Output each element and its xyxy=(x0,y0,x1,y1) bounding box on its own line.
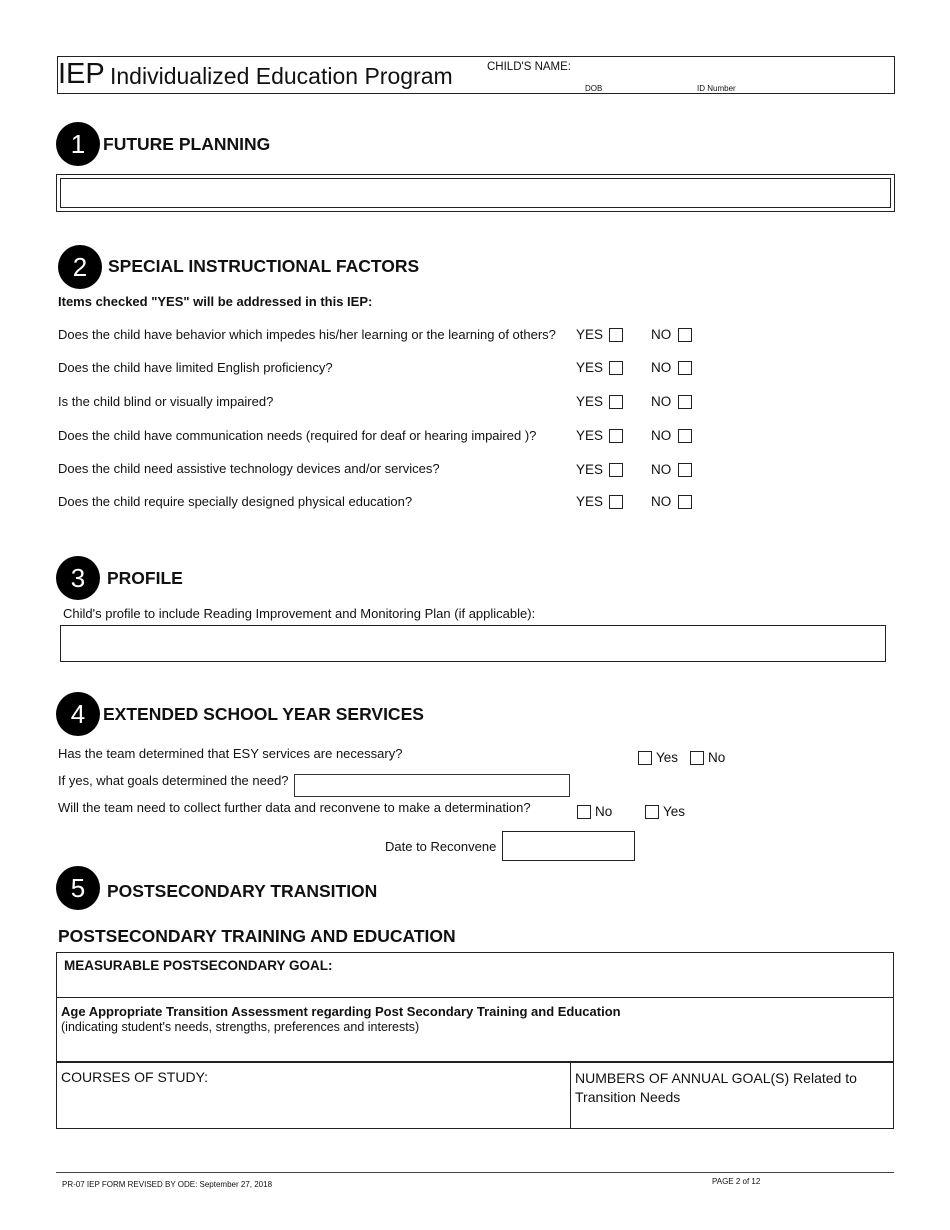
factor-question: Does the child have communication needs (required for deaf or hearing impaired )? xyxy=(58,428,537,443)
factor-yes-option[interactable]: YES xyxy=(576,462,623,477)
esy-yes-option[interactable]: Yes xyxy=(638,750,678,765)
factor-question: Does the child require specially designed physical education? xyxy=(58,494,413,509)
section-3-number: 3 xyxy=(56,556,100,600)
section-2-number: 2 xyxy=(58,245,102,289)
section-5-title: POSTSECONDARY TRANSITION xyxy=(107,881,378,901)
profile-field[interactable] xyxy=(60,625,886,662)
factor-question: Does the child need assistive technology devices and/or services? xyxy=(58,461,440,476)
footer-form-id: PR-07 IEP FORM REVISED BY ODE: September 27, 2018 xyxy=(62,1180,273,1189)
footer-rule xyxy=(56,1172,894,1173)
factor-question: Is the child blind or visually impaired? xyxy=(58,394,274,409)
no-checkbox[interactable] xyxy=(678,463,692,477)
section-1-title: FUTURE PLANNING xyxy=(103,134,271,154)
yes-checkbox[interactable] xyxy=(645,805,659,819)
section-1-number: 1 xyxy=(56,122,100,166)
assessment-note: (indicating student's needs, strengths, preferences and interests) xyxy=(61,1020,420,1034)
esy-goals-input[interactable] xyxy=(294,774,570,797)
factor-question: Does the child have limited English proficiency? xyxy=(58,360,333,375)
no-checkbox[interactable] xyxy=(678,328,692,342)
factor-no-option[interactable]: NO xyxy=(651,494,692,509)
factor-no-option[interactable]: NO xyxy=(651,327,692,342)
yes-checkbox[interactable] xyxy=(609,361,623,375)
courses-of-study-label: COURSES OF STUDY: xyxy=(61,1069,209,1085)
reconvene-no-option[interactable]: No xyxy=(577,804,612,819)
factor-no-option[interactable]: NO xyxy=(651,428,692,443)
factor-yes-option[interactable]: YES xyxy=(576,494,623,509)
date-to-reconvene-label: Date to Reconvene xyxy=(385,839,497,854)
assessment-label: Age Appropriate Transition Assessment regarding Post Secondary Training and Education xyxy=(61,1004,621,1019)
child-name-label: CHILD'S NAME: xyxy=(487,61,571,73)
yes-checkbox[interactable] xyxy=(609,495,623,509)
footer-page-number: PAGE 2 of 12 xyxy=(712,1177,761,1186)
section-4-number: 4 xyxy=(56,692,100,736)
no-checkbox[interactable] xyxy=(678,361,692,375)
reconvene-yes-option[interactable]: Yes xyxy=(645,804,685,819)
section-5-number: 5 xyxy=(56,866,100,910)
special-factors-intro: Items checked "YES" will be addressed in this IEP: xyxy=(58,294,373,309)
factor-yes-option[interactable]: YES xyxy=(576,327,623,342)
dob-label: DOB xyxy=(585,84,603,93)
table-column-divider xyxy=(570,1062,571,1128)
factor-yes-option[interactable]: YES xyxy=(576,394,623,409)
measurable-goal-label: MEASURABLE POSTSECONDARY GOAL: xyxy=(64,958,333,973)
section-3-title: PROFILE xyxy=(107,568,183,588)
form-title: Individualized Education Program xyxy=(110,63,453,89)
form-acronym: IEP xyxy=(58,58,105,90)
esy-necessary-question: Has the team determined that ESY services are necessary? xyxy=(58,746,403,761)
yes-checkbox[interactable] xyxy=(638,751,652,765)
section-2-title: SPECIAL INSTRUCTIONAL FACTORS xyxy=(108,256,420,276)
postsecondary-subheading: POSTSECONDARY TRAINING AND EDUCATION xyxy=(58,926,456,946)
table-divider xyxy=(57,1061,893,1063)
no-checkbox[interactable] xyxy=(678,429,692,443)
annual-goals-label: NUMBERS OF ANNUAL GOAL(S) Related to Transition Needs xyxy=(575,1070,857,1105)
yes-checkbox[interactable] xyxy=(609,429,623,443)
future-planning-field[interactable] xyxy=(56,174,895,212)
no-checkbox[interactable] xyxy=(678,495,692,509)
esy-reconvene-question: Will the team need to collect further data and reconvene to make a determination? xyxy=(58,800,531,815)
no-checkbox[interactable] xyxy=(577,805,591,819)
no-checkbox[interactable] xyxy=(690,751,704,765)
section-4-title: EXTENDED SCHOOL YEAR SERVICES xyxy=(103,704,424,724)
postsecondary-table xyxy=(56,952,894,1129)
yes-checkbox[interactable] xyxy=(609,328,623,342)
factor-yes-option[interactable]: YES xyxy=(576,428,623,443)
id-number-label: ID Number xyxy=(697,84,736,93)
table-divider xyxy=(57,997,893,998)
date-to-reconvene-input[interactable] xyxy=(502,831,635,861)
yes-checkbox[interactable] xyxy=(609,395,623,409)
no-checkbox[interactable] xyxy=(678,395,692,409)
factor-no-option[interactable]: NO xyxy=(651,394,692,409)
factor-no-option[interactable]: NO xyxy=(651,360,692,375)
factor-question: Does the child have behavior which impedes his/her learning or the learning of others? xyxy=(58,327,556,342)
profile-prompt: Child's profile to include Reading Improvement and Monitoring Plan (if applicable): xyxy=(63,606,536,621)
yes-checkbox[interactable] xyxy=(609,463,623,477)
esy-no-option[interactable]: No xyxy=(690,750,725,765)
esy-goals-question: If yes, what goals determined the need? xyxy=(58,773,289,788)
factor-no-option[interactable]: NO xyxy=(651,462,692,477)
factor-yes-option[interactable]: YES xyxy=(576,360,623,375)
